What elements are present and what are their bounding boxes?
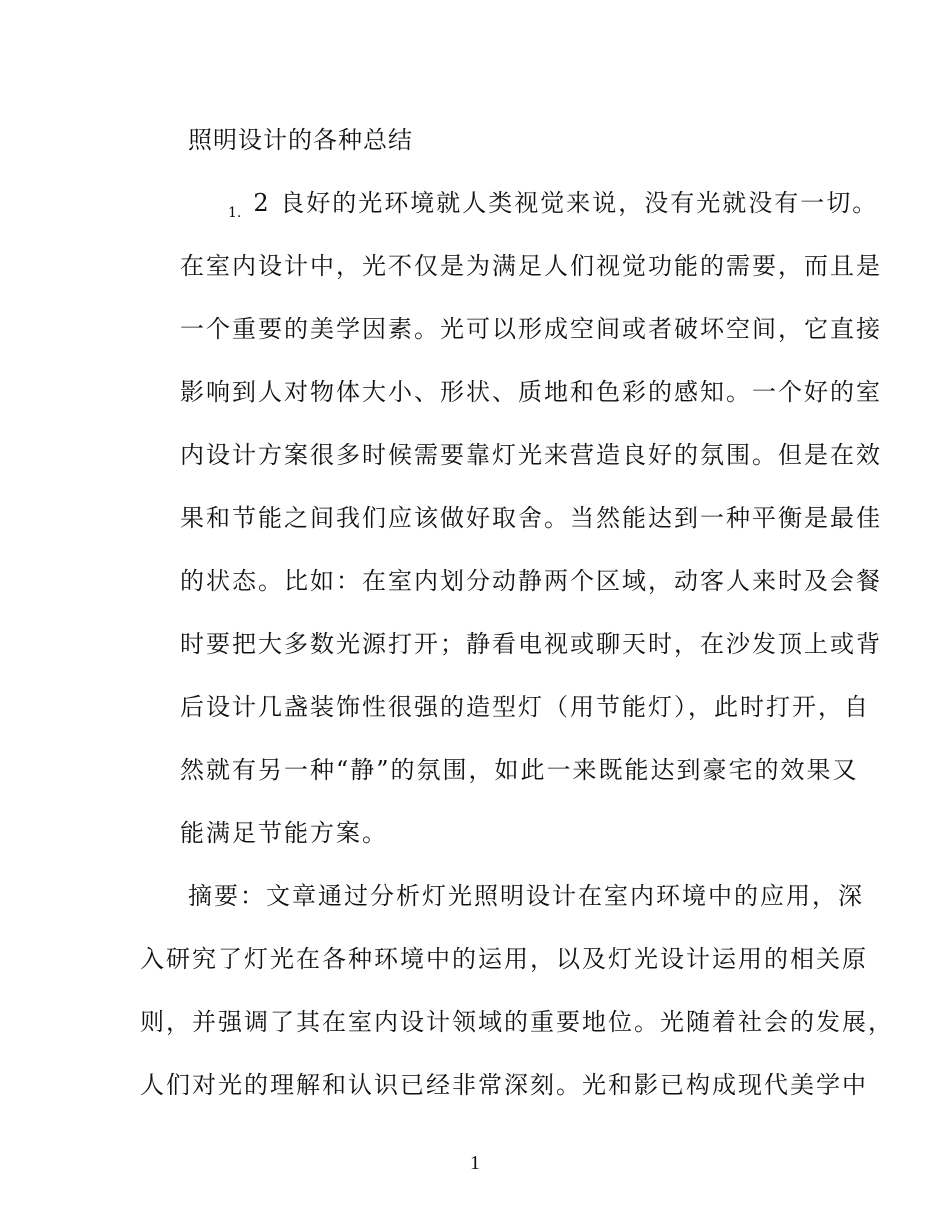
paragraph-line: 能满足节能方案。 <box>180 819 388 847</box>
paragraph-line: 的状态。比如：在室内划分动静两个区域，动客人来时及会餐 <box>180 567 882 595</box>
section-1-first-line <box>228 188 878 228</box>
section-number: 1. <box>228 205 242 221</box>
paragraph-line: 2 良好的光环境就人类视觉来说，没有光就没有一切。 <box>253 189 879 217</box>
paragraph-line: 在室内设计中，光不仅是为满足人们视觉功能的需要，而且是 <box>180 252 882 280</box>
paragraph-line: 果和节能之间我们应该做好取舍。当然能达到一种平衡是最佳 <box>180 504 882 532</box>
abstract-line: 摘要：文章通过分析灯光照明设计在室内环境中的应用，深 <box>188 882 864 910</box>
abstract-line: 则，并强调了其在室内设计领域的重要地位。光随着社会的发展， <box>140 1008 894 1036</box>
abstract-line: 人们对光的理解和认识已经非常深刻。光和影已构成现代美学中 <box>140 1071 868 1099</box>
paragraph-line: 然就有另一种“静”的氛围，如此一来既能达到豪宅的效果又 <box>180 756 859 784</box>
paragraph-line: 一个重要的美学因素。光可以形成空间或者破坏空间，它直接 <box>180 315 882 343</box>
page-number: 1 <box>470 1152 480 1174</box>
abstract-line: 入研究了灯光在各种环境中的运用，以及灯光设计运用的相关原 <box>140 945 868 973</box>
document-title: 照明设计的各种总结 <box>188 126 413 154</box>
paragraph-line: 内设计方案很多时候需要靠灯光来营造良好的氛围。但是在效 <box>180 441 882 469</box>
paragraph-line: 时要把大多数光源打开；静看电视或聊天时，在沙发顶上或背 <box>180 630 882 658</box>
paragraph-line: 影响到人对物体大小、形状、质地和色彩的感知。一个好的室 <box>180 378 882 406</box>
paragraph-line: 后设计几盏装饰性很强的造型灯（用节能灯），此时打开，自 <box>180 693 870 721</box>
